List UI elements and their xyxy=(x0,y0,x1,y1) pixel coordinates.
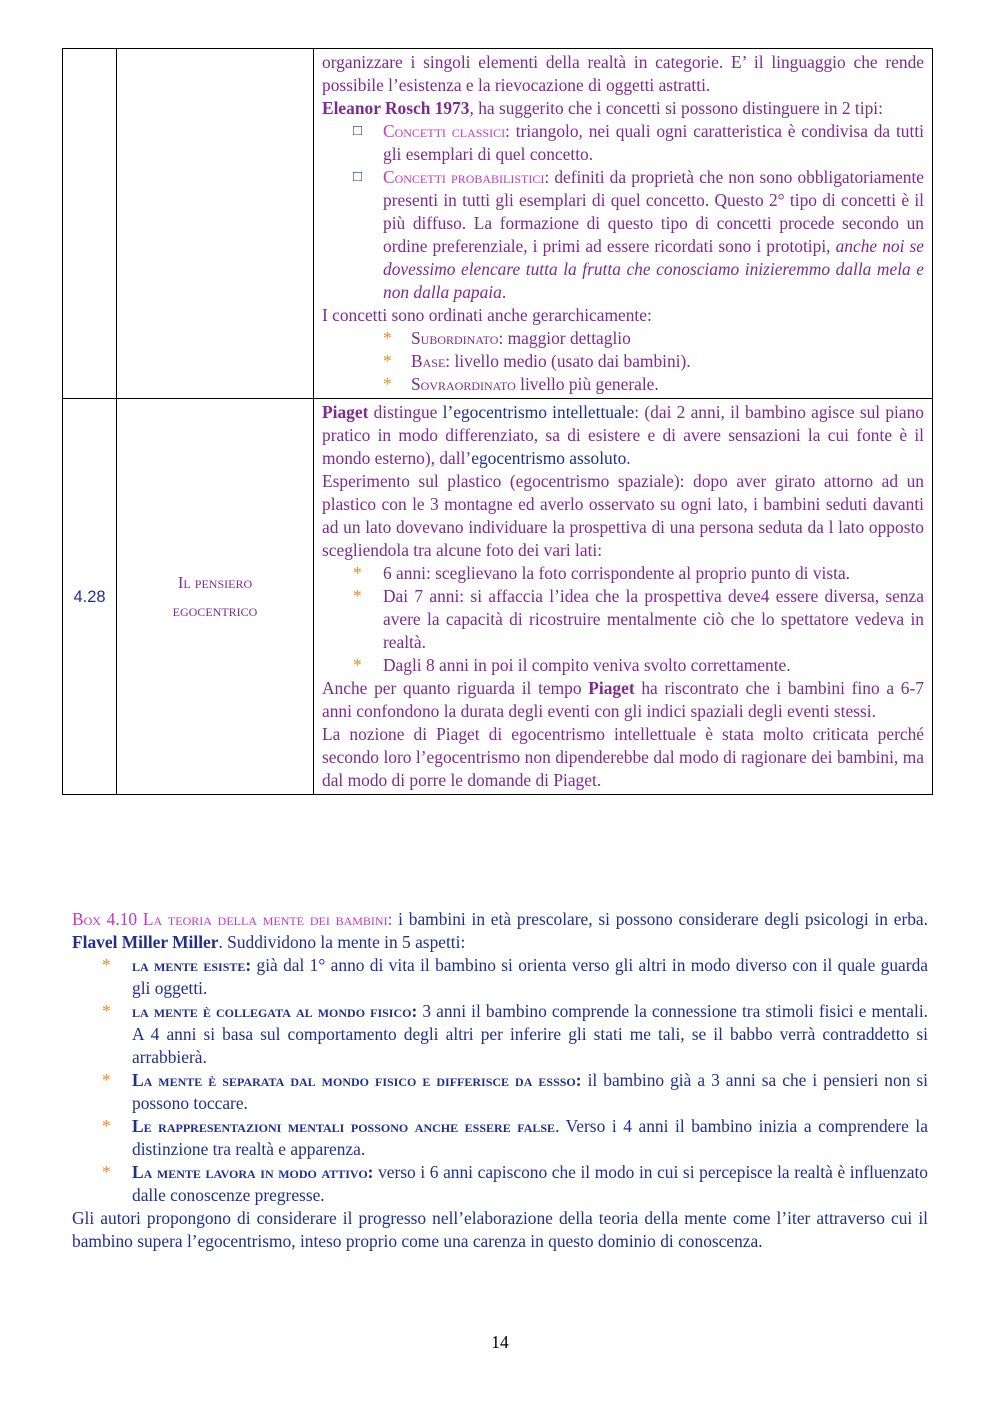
asterisk-icon: * xyxy=(383,351,392,371)
paragraph: Esperimento sul plastico (egocentrismo spaziale): dopo aver girato attorno ad un plastico con le 3 montagne ed averlo osservato su ogni lato, i bambini seduti davanti ad un lato dovevano individuare la prospettiva di una persona seduta da l lato opposto scegliendola tra alcune foto dei vari lati: xyxy=(322,471,924,560)
author-name: Flavel Miller Miller xyxy=(72,932,219,952)
list-item: * 6 anni: sceglievano la foto corrispondente al proprio punto di vista. xyxy=(353,563,851,583)
concept-label: Concetti probabilistici xyxy=(383,167,545,187)
number-cell xyxy=(63,49,117,399)
asterisk-icon: * xyxy=(383,328,392,348)
asterisk-icon: * xyxy=(102,1001,111,1021)
key-term: l’egocentrismo intellettuale xyxy=(442,402,635,422)
list-item: * La mente lavora in modo attivo: verso i 6 anni capiscono che il modo in cui si percepisce la realtà è influenzato dalle conoscenze pregresse. xyxy=(102,1162,928,1205)
section-number: 4.28 xyxy=(73,587,106,606)
author-name: Eleanor Rosch 1973 xyxy=(322,98,470,118)
list-item: * la mente esiste: già dal 1° anno di vita il bambino si orienta verso gli altri in modo diverso con il quale guarda gli oggetti. xyxy=(102,955,928,998)
author-name: Piaget xyxy=(322,402,369,422)
paragraph: Piaget distingue l’egocentrismo intellettuale: (dai 2 anni, il bambino agisce sul piano pratico in modo differenziato, sa di esistere e di avere sensazioni la cui fonte è il mondo esterno), dall’egocentrismo assoluto. xyxy=(322,402,925,468)
experiment-steps-list xyxy=(322,562,924,677)
asterisk-icon: * xyxy=(102,955,111,975)
hollow-square-icon: □ xyxy=(353,123,363,139)
list-item: * Sovraordinato livello più generale. xyxy=(383,374,659,394)
list-item: * Dai 7 anni: si affaccia l’idea che la prospettiva deve4 essere diversa, senza avere la capacità di ricostruire mentalmente ciò che lo spettatore vedeva in realtà. xyxy=(353,586,924,652)
paragraph: I concetti sono ordinati anche gerarchicamente: xyxy=(322,305,652,325)
page-number: 14 xyxy=(491,1332,509,1352)
asterisk-icon: * xyxy=(353,655,362,675)
title-cell xyxy=(117,399,314,795)
box-intro: Box 4.10 La teoria della mente dei bambini: i bambini in età prescolare, si possono considerare degli psicologi in erba. Flavel Miller Miller. Suddividono la mente in 5 aspetti: xyxy=(72,909,928,952)
asterisk-icon: * xyxy=(383,374,392,394)
key-term: egocentrismo assoluto xyxy=(471,448,627,468)
box-section xyxy=(72,908,928,1253)
paragraph: organizzare i singoli elementi della realtà in categorie. E’ il linguaggio che rende possibile l’esistenza e la rievocazione di oggetti astratti. xyxy=(322,52,924,95)
box-title: Box 4.10 La teoria della mente dei bambini: xyxy=(72,909,393,929)
paragraph: Eleanor Rosch 1973, ha suggerito che i concetti si possono distinguere in 2 tipi: xyxy=(322,98,883,118)
paragraph: La nozione di Piaget di egocentrismo intellettuale è stata molto criticata perché secondo loro l’egocentrismo non dipenderebbe dal modo di ragionare dei bambini, ma dal modo di porre le domande di Piaget. xyxy=(322,724,924,790)
content-cell xyxy=(314,399,933,795)
paragraph: Anche per quanto riguarda il tempo Piaget ha riscontrato che i bambini fino a 6-7 anni confondono la durata degli eventi con gli indici spaziali degli eventi stessi. xyxy=(322,678,924,721)
asterisk-icon: * xyxy=(102,1116,111,1136)
list-item: * Le rappresentazioni mentali possono anche essere false. Verso i 4 anni il bambino inizia a comprendere la distinzione tra realtà e apparenza. xyxy=(102,1116,928,1159)
asterisk-icon: * xyxy=(353,563,362,583)
list-item: * Dagli 8 anni in poi il compito veniva svolto correttamente. xyxy=(353,655,791,675)
hollow-square-icon: □ xyxy=(353,169,363,185)
asterisk-icon: * xyxy=(102,1162,111,1182)
list-item: * Subordinato: maggior dettaglio xyxy=(383,328,631,348)
box-conclusion: Gli autori propongono di considerare il progresso nell’elaborazione della teoria della mente come l’iter attraverso cui il bambino supera l’egocentrismo, inteso proprio come una carenza in questo dominio di conoscenza. xyxy=(72,1208,928,1251)
list-item: □ Concetti probabilistici: definiti da proprietà che non sono obbligatoriamente presenti in tutti gli esemplari di quel concetto. Questo 2° tipo di concetti è il più diffuso. La formazione di questo tipo di concetti procede secondo un ordine preferenziale, i primi ad essere ricordati sono i prototipi, anche noi se dovessimo elencare tutta la frutta che conosciamo inizieremmo dalla mela e non dalla papaia. xyxy=(353,167,924,302)
number-cell xyxy=(63,399,117,795)
list-item: * la mente è collegata al mondo fisico: 3 anni il bambino comprende la connessione tra stimoli fisici e mentali. A 4 anni si basa sul comportamento degli altri per inferire gli stati me tali, se il babbo verrà contraddetto si arrabbierà. xyxy=(102,1001,928,1067)
section-title: Il pensiero egocentrico xyxy=(172,572,258,620)
list-item: * La mente è separata dal mondo fisico e differisce da essso: il bambino già a 3 anni sa che i pensieri non si possono toccare. xyxy=(102,1070,928,1113)
concept-type-list xyxy=(322,120,924,304)
title-cell xyxy=(117,49,314,399)
notes-table xyxy=(62,48,933,795)
author-name: Piaget xyxy=(588,678,635,698)
table-row xyxy=(63,49,933,399)
asterisk-icon: * xyxy=(102,1070,111,1090)
content-cell xyxy=(314,49,933,399)
list-item: * Base: livello medio (usato dai bambini). xyxy=(383,351,691,371)
concept-label: Concetti classici xyxy=(383,121,506,141)
table-row xyxy=(63,399,933,795)
mind-aspects-list xyxy=(72,954,928,1207)
asterisk-icon: * xyxy=(353,586,362,606)
list-item: □ Concetti classici: triangolo, nei quali ogni caratteristica è condivisa da tutti gli esemplari di quel concetto. xyxy=(353,121,924,164)
hierarchy-list xyxy=(322,327,924,396)
